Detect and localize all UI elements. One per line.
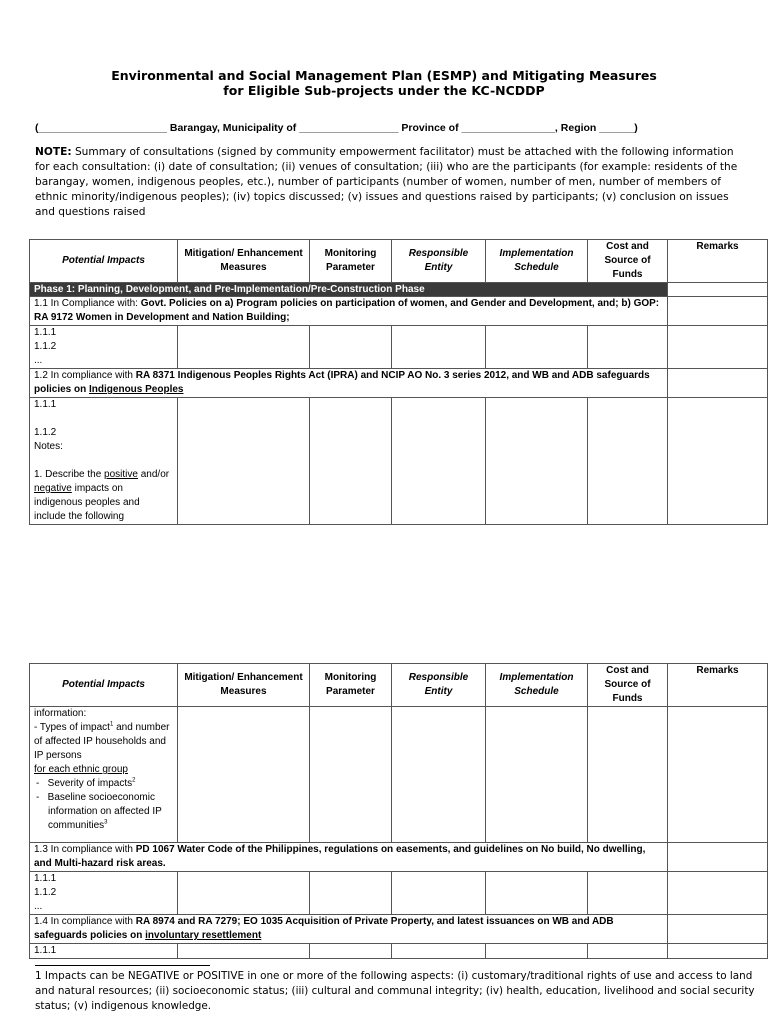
items-cell xyxy=(30,872,178,915)
section-1-2-prefix: 1.2 In compliance with xyxy=(34,370,136,381)
section-1-3-prefix: 1.3 In compliance with xyxy=(34,844,136,855)
section-1-1 xyxy=(30,297,668,326)
table-row xyxy=(30,326,768,369)
table-header-row xyxy=(30,664,768,707)
ip-impacts-cell xyxy=(30,398,178,525)
section-1-4-underlined: involuntary resettlement xyxy=(145,930,262,941)
empty-cell xyxy=(392,326,486,369)
empty-cell xyxy=(310,707,392,843)
table-row xyxy=(30,398,768,525)
list-item: 1.1.1 xyxy=(34,327,57,338)
empty-cell xyxy=(668,944,768,959)
list-item: ... xyxy=(34,901,43,912)
section-1-4-prefix: 1.4 In compliance with xyxy=(34,916,136,927)
header-remarks: Remarks xyxy=(668,664,768,707)
section-1-2-remarks xyxy=(668,369,768,398)
notes-label: Notes: xyxy=(34,441,63,452)
list-item: 1.1.2 xyxy=(34,887,57,898)
section-1-4-remarks xyxy=(668,915,768,944)
section-1-4-row xyxy=(30,915,768,944)
empty-cell xyxy=(178,326,310,369)
info-label: information: xyxy=(34,708,87,719)
empty-cell xyxy=(392,398,486,525)
empty-cell xyxy=(310,944,392,959)
header-potential-impacts: Potential Impacts xyxy=(30,240,178,283)
section-1-1-prefix: 1.1 In Compliance with: xyxy=(34,298,141,309)
empty-cell xyxy=(310,326,392,369)
list-item: 1.1.1 xyxy=(30,944,178,959)
footnote-separator xyxy=(35,965,210,966)
empty-cell xyxy=(486,872,588,915)
section-1-3-policies: PD 1067 Water Code of the Philippines, regulations on easements, and guidelines on No build, No dwelling, and Multi-hazard risk areas. xyxy=(34,844,646,869)
empty-cell xyxy=(668,707,768,843)
note-label: NOTE: xyxy=(35,146,72,158)
phase-row-remarks xyxy=(668,283,768,297)
section-1-4 xyxy=(30,915,668,944)
title-line-2: for Eligible Sub-projects under the KC-NCDDP xyxy=(223,83,545,98)
table-row xyxy=(30,944,768,959)
phase-row xyxy=(30,283,768,297)
empty-cell xyxy=(392,872,486,915)
empty-cell xyxy=(310,398,392,525)
header-implementation: Implementation Schedule xyxy=(486,664,588,707)
header-cost: Cost and Source of Funds xyxy=(588,240,668,283)
severity-item: - Severity of impacts$^2$ xyxy=(36,777,136,789)
section-1-1-remarks xyxy=(668,297,768,326)
empty-cell xyxy=(588,707,668,843)
section-1-2-row xyxy=(30,369,768,398)
section-1-3-row xyxy=(30,843,768,872)
esmp-table-2 xyxy=(29,663,768,959)
list-item: 1.1.1 xyxy=(34,399,57,410)
types-of-impact: - Types of impact$^1$ and number of affected IP households and IP persons xyxy=(34,721,170,761)
table-row xyxy=(30,707,768,843)
section-1-4-policies: RA 8974 and RA 7279; EO 1035 Acquisition of Private Property, and latest issuances on WB and ADB safeguards policies on xyxy=(34,916,614,941)
esmp-table-1 xyxy=(29,239,768,525)
list-item: ... xyxy=(34,355,43,366)
note-paragraph xyxy=(35,145,745,220)
empty-cell xyxy=(178,872,310,915)
empty-cell xyxy=(486,326,588,369)
section-1-1-row xyxy=(30,297,768,326)
empty-cell xyxy=(668,872,768,915)
section-1-2 xyxy=(30,369,668,398)
table-header-row xyxy=(30,240,768,283)
header-remarks: Remarks xyxy=(668,240,768,283)
section-1-1-policies: Govt. Policies on a) Program policies on participation of women, and Gender and Development, and; b) GOP: RA 9172 Women in Development and Nation Building; xyxy=(34,298,660,323)
header-cost: Cost and Source of Funds xyxy=(588,664,668,707)
note-text: Summary of consultations (signed by community empowerment facilitator) must be attached with the following information for each consultation: (i) date of consultation; (ii) venues of consultation; (iii) who are the participants (for example: residents of the barangay, women, indigenous peoples, etc.), number of participants (number of women, number of men, number of members of ethnic minority/indigenous peoples); (iv) topics discussed; (v) issues and questions raised by participants; (v) conclusion on issues and questions raised xyxy=(35,146,738,218)
list-item: 1.1.2 xyxy=(34,341,57,352)
empty-cell xyxy=(668,326,768,369)
header-implementation: Implementation Schedule xyxy=(486,240,588,283)
empty-cell xyxy=(310,872,392,915)
empty-cell xyxy=(588,326,668,369)
header-responsible: Responsible Entity xyxy=(392,240,486,283)
ip-info-cell xyxy=(30,707,178,843)
footnote-1: 1 Impacts can be NEGATIVE or POSITIVE in one or more of the following aspects: (i) customary/traditional rights of use and access to land and natural resources; (ii) socioeconomic status; (iii) cultural and communal integrity; (iv) health, education, livelihood and social security status; (v) indigenous knowledge. xyxy=(35,970,755,1012)
empty-cell xyxy=(486,707,588,843)
header-mitigation: Mitigation/ Enhancement Measures xyxy=(178,240,310,283)
table-row xyxy=(30,872,768,915)
header-potential-impacts: Potential Impacts xyxy=(30,664,178,707)
describe-note: 1. Describe the positive and/or negative impacts on indigenous peoples and include the following xyxy=(34,469,170,522)
header-mitigation: Mitigation/ Enhancement Measures xyxy=(178,664,310,707)
each-ethnic-group: for each ethnic group xyxy=(34,764,128,775)
phase-1-label: Phase 1: Planning, Development, and Pre-Implementation/Pre-Construction Phase xyxy=(30,283,668,297)
section-1-2-policies: RA 8371 Indigenous Peoples Rights Act (IPRA) and NCIP AO No. 3 series 2012, and WB and ADB safeguards policies on xyxy=(34,370,650,395)
section-1-3-remarks xyxy=(668,843,768,872)
location-blanks-line: (______________________ Barangay, Municipality of _________________ Province of ________________, Region ______) xyxy=(35,122,638,134)
empty-cell xyxy=(486,944,588,959)
header-monitoring: Monitoring Parameter xyxy=(310,240,392,283)
list-item: 1.1.1 xyxy=(34,873,57,884)
empty-cell xyxy=(392,944,486,959)
empty-cell xyxy=(392,707,486,843)
empty-cell xyxy=(178,398,310,525)
empty-cell xyxy=(486,398,588,525)
list-item: 1.1.2 xyxy=(34,427,57,438)
section-1-2-underlined: Indigenous Peoples xyxy=(89,384,184,395)
empty-cell xyxy=(588,872,668,915)
empty-cell xyxy=(588,398,668,525)
document-title xyxy=(0,68,768,98)
empty-cell xyxy=(668,398,768,525)
title-line-1: Environmental and Social Management Plan (ESMP) and Mitigating Measures xyxy=(111,68,657,83)
items-cell xyxy=(30,326,178,369)
empty-cell xyxy=(178,944,310,959)
empty-cell xyxy=(178,707,310,843)
empty-cell xyxy=(588,944,668,959)
header-responsible: Responsible Entity xyxy=(392,664,486,707)
baseline-item: - Baseline socioeconomic information on affected IP communities$^3$ xyxy=(36,792,162,831)
header-monitoring: Monitoring Parameter xyxy=(310,664,392,707)
section-1-3 xyxy=(30,843,668,872)
